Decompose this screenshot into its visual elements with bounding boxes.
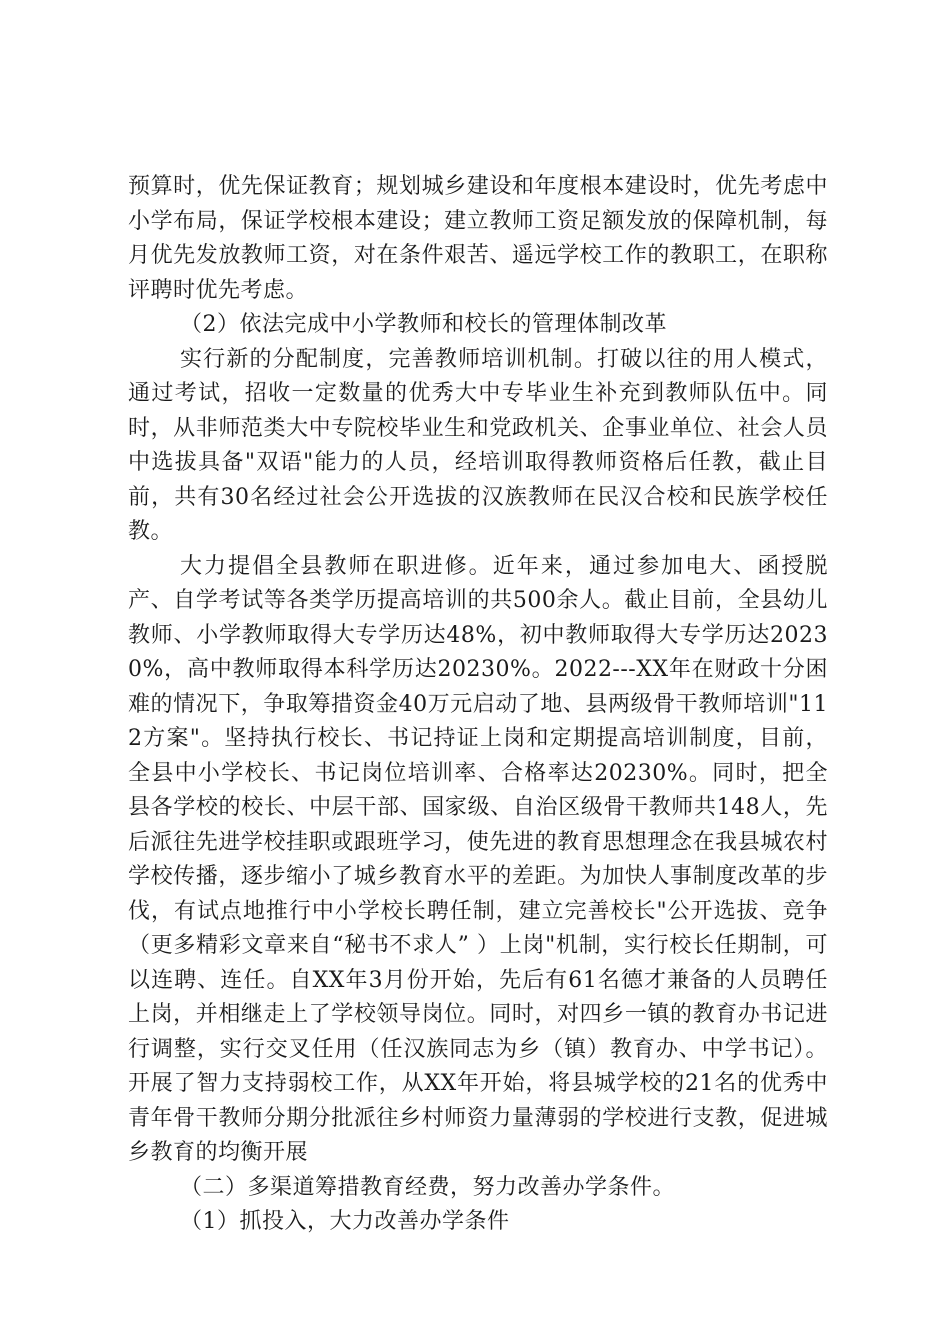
document-body [128,170,828,1240]
heading-investment: （1）抓投入，大力改善办学条件 [180,1209,510,1234]
paragraph-distribution-system: 实行新的分配制度，完善教师培训机制。打破以往的用人模式，通过考试，招收一定数量的优秀大中专毕业生补充到教师队伍中。同时，从非师范类大中专院校毕业生和党政机关、企事业单位、社会人员中选拔具备"双语"能力的人员，经培训取得教师资格后任教，截止目前，共有30名经过社会公开选拔的汉族教师在民汉合校和民族学校任教。 [128,346,828,544]
paragraph-budget-priority: 预算时，优先保证教育；规划城乡建设和年度根本建设时，优先考虑中小学布局，保证学校根本建设；建立教师工资足额发放的保障机制，每月优先发放教师工资，对在条件艰苦、遥远学校工作的教职工，在职称评聘时优先考虑。 [128,174,828,303]
heading-education-funding: （二）多渠道筹措教育经费，努力改善办学条件。 [180,1174,676,1200]
paragraph-teacher-training: 大力提倡全县教师在职进修。近年来，通过参加电大、函授脱产、自学考试等各类学历提高培训的共500余人。截止目前，全县幼儿教师、小学教师取得大专学历达48%，初中教师取得大专学历达20230%，高中教师取得本科学历达20230%。2022---XX年在财政十分困难的情况下，争取筹措资金40万元启动了地、县两级骨干教师培训"112方案"。坚持执行校长、书记持证上岗和定期提高培训制度，目前，全县中小学校长、书记岗位培训率、合格率达20230%。同时，把全县各学校的校长、中层干部、国家级、自治区级骨干教师共148人，先后派往先进学校挂职或跟班学习，使先进的教育思想理念在我县城农村学校传播，逐步缩小了城乡教育水平的差距。为加快人事制度改革的步伐，有试点地推行中小学校长聘任制，建立完善校长"公开选拔、竞争（更多精彩文章来自“秘书不求人” ）上岗"机制，实行校长任期制，可以连聘、连任。自XX年3月份开始，先后有61名德才兼备的人员聘任上岗，并相继走上了学校领导岗位。同时，对四乡一镇的教育办书记进行调整，实行交叉任用（任汉族同志为乡（镇）教育办、中学书记）。开展了智力支持弱校工作，从XX年开始，将县城学校的21名的优秀中青年骨干教师分期分批派往乡村师资力量薄弱的学校进行支教，促进城乡教育的均衡开展 [128,553,828,1165]
heading-management-reform: （2）依法完成中小学教师和校长的管理体制改革 [180,312,667,337]
